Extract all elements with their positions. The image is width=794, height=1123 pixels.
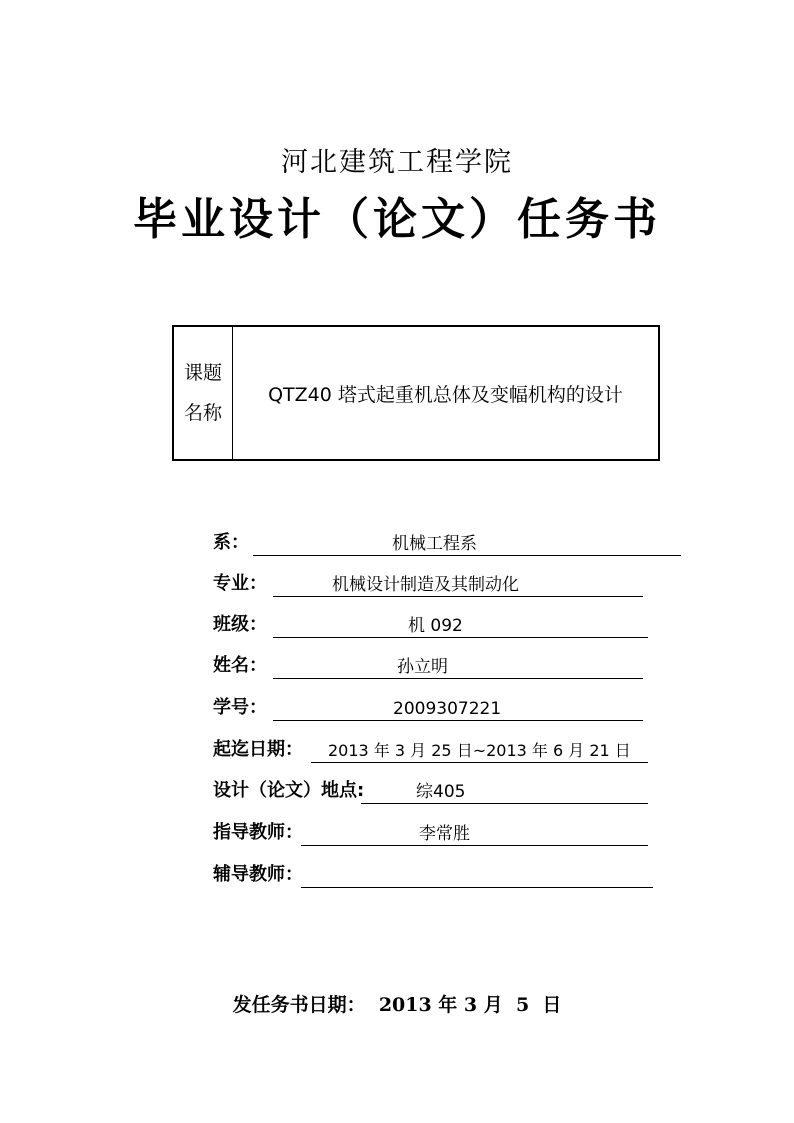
class-label: 班级： <box>213 614 267 635</box>
advisor-underline <box>301 845 648 846</box>
major-underline <box>273 596 643 597</box>
major-value: 机械设计制造及其制动化 <box>332 575 519 595</box>
location-label: 设计（论文）地点: <box>213 780 365 801</box>
student-id-value: 2009307221 <box>393 699 502 719</box>
period-label: 起迄日期： <box>213 739 303 760</box>
topic-label-line1: 课题 <box>183 362 222 384</box>
topic-value: QTZ40 塔式起重机总体及变幅机构的设计 <box>268 383 623 406</box>
advisor-value: 李常胜 <box>419 824 470 844</box>
name-label: 姓名： <box>213 655 267 676</box>
issue-date-value: 2013 年 3 月 5 日 <box>378 994 562 1016</box>
issue-date-gap <box>366 994 379 1016</box>
period-value: 2013 年 3 月 25 日~2013 年 6 月 21 日 <box>328 741 631 760</box>
location-underline <box>361 803 648 804</box>
department-underline <box>253 555 681 556</box>
topic-table <box>172 325 660 461</box>
location-value: 综405 <box>416 782 466 802</box>
major-label: 专业： <box>213 573 267 594</box>
topic-label-line2: 名称 <box>183 402 222 424</box>
document-title: 毕业设计（论文）任务书 <box>133 194 661 245</box>
class-value: 机 092 <box>408 616 463 636</box>
period-underline <box>311 762 648 763</box>
institution-name: 河北建筑工程学院 <box>281 147 513 178</box>
advisor-label: 指导教师： <box>213 822 303 843</box>
student-id-underline <box>273 720 643 721</box>
issue-date-label: 发任务书日期： <box>232 994 366 1016</box>
issue-date <box>0 990 794 1017</box>
assistant-advisor-label: 辅导教师： <box>213 864 303 885</box>
name-underline <box>273 678 643 679</box>
student-id-label: 学号： <box>213 697 267 718</box>
department-label: 系： <box>213 532 249 553</box>
name-value: 孙立明 <box>397 657 448 677</box>
assistant-advisor-underline <box>301 887 653 888</box>
topic-label <box>174 327 233 459</box>
department-value: 机械工程系 <box>392 534 477 554</box>
class-underline <box>273 637 648 638</box>
